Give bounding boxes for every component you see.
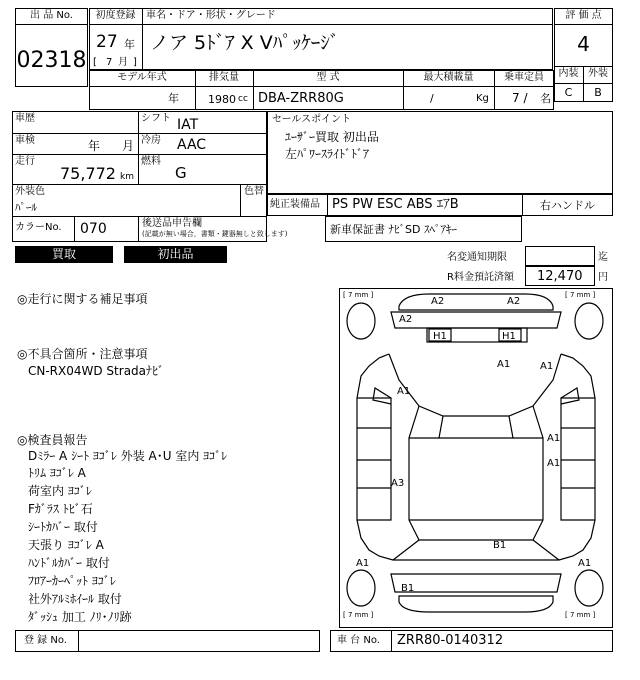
color-change-label: 色替 [244, 186, 264, 197]
inspector-item: ﾄﾘﾑ ﾖｺﾞﾚ A [28, 466, 86, 480]
chassis-label: 車 台 No. [337, 635, 380, 646]
tire-note-fr: [ 7 mm ] [565, 291, 596, 299]
capacity-unit: 名 [540, 92, 551, 105]
inspector-item: Fｶﾞﾗｽ ﾄﾋﾞ石 [28, 502, 93, 516]
exterior-grade: B [594, 86, 602, 99]
tire-note-rl: [ 7 mm ] [343, 611, 374, 619]
first-reg-bracket-close: ] [133, 57, 137, 68]
handle: 右ハンドル [540, 199, 595, 212]
shift-label: シフト [141, 113, 171, 124]
type-label: 型 式 [316, 72, 340, 83]
transfer-deadline-label: 名変通知期限 [447, 252, 507, 263]
damage-mark: A2 [507, 296, 521, 307]
fuel-label: 燃料 [141, 156, 161, 167]
recycle-unit: 円 [598, 272, 608, 283]
damage-mark: A1 [497, 359, 511, 370]
lot-number: 02318 [16, 48, 87, 73]
lot-label: 出 品 No. [30, 10, 73, 21]
displacement-label: 排気量 [209, 72, 239, 83]
fuel: G [175, 164, 187, 182]
color-no-label: カラーNo. [15, 222, 62, 233]
car-diagram [339, 288, 613, 628]
damage-mark: H1 [433, 331, 447, 342]
car-name-label: 車名・ドア・形状・グレード [146, 10, 276, 21]
inspection-label: 車検 [15, 135, 35, 146]
model-year-label: モデル年式 [117, 72, 167, 83]
shipping-note: (記載が無い場合，書類・鍵器無しと致します) [142, 230, 288, 238]
exterior-label: 外装 [588, 68, 608, 79]
displacement-unit: cc [238, 94, 248, 104]
purchase-tag: 買取 [15, 246, 113, 263]
defects-title: ◎不具合箇所・注意事項 [17, 347, 148, 361]
max-load-label: 最大積載量 [423, 72, 474, 83]
type-value: DBA-ZRR80G [258, 91, 344, 106]
inspector-item: Dﾐﾗｰ A ｼｰﾄ ﾖｺﾞﾚ 外装 A･U 室内 ﾖｺﾞﾚ [28, 449, 228, 463]
defect-item: CN-RX04WD Stradaﾅﾋﾞ [28, 364, 165, 378]
front-right-tire-icon [575, 303, 603, 339]
mileage-label: 走行 [15, 156, 35, 167]
max-load-unit: Kg [476, 93, 489, 104]
damage-mark: A2 [399, 314, 413, 325]
car-name: ノア 5ﾄﾞｱ X Vﾊﾟｯｹｰｼﾞ [150, 32, 340, 54]
damage-mark: H1 [502, 331, 516, 342]
damage-mark: A2 [431, 296, 445, 307]
interior-label: 内装 [558, 68, 579, 79]
damage-mark: A1 [540, 361, 554, 372]
first-reg-month: 7 [106, 57, 113, 68]
recycle-amount: 12,470 [537, 269, 583, 284]
exterior-color-label: 外装色 [15, 186, 45, 197]
sales-point-2: 左ﾊﾟﾜｰｽﾗｲﾄﾞﾄﾞｱ [285, 147, 370, 161]
chassis-no: ZRR80-0140312 [397, 633, 504, 648]
capacity: 7 / [512, 91, 528, 105]
inspector-item: ﾊﾝﾄﾞﾙｶﾊﾞｰ 取付 [28, 556, 110, 570]
transfer-deadline-unit: 迄 [598, 252, 608, 263]
sales-point-label: セールスポイント [272, 114, 352, 125]
exterior-color: ﾊﾟｰﾙ [15, 201, 37, 214]
inspector-item: ｼｰﾄｶﾊﾞｰ 取付 [28, 520, 98, 534]
inspector-item: 社外ｱﾙﾐﾎｲｰﾙ 取付 [28, 592, 122, 606]
first-reg-bracket-open: [ [93, 57, 97, 68]
damage-mark: B1 [493, 540, 507, 551]
equipment-label: 純正装備品 [270, 199, 320, 210]
damage-mark: A1 [547, 458, 561, 469]
first-listing-tag: 初出品 [124, 246, 227, 263]
warranty: 新車保証書 ﾅﾋﾞSD ｽﾍﾟｱｷｰ [330, 223, 457, 236]
displacement: 1980 [208, 93, 236, 106]
registration-label: 登 録 No. [24, 635, 67, 646]
sales-point-1: ﾕｰｻﾞｰ買取 初出品 [285, 130, 379, 144]
inspector-item: 荷室内 ﾖｺﾞﾚ [28, 484, 92, 498]
inspection-month: 月 [122, 139, 135, 153]
score-value: 4 [577, 32, 590, 56]
equipment: PS PW ESC ABS ｴｱB [332, 197, 459, 212]
shift: IAT [177, 117, 199, 133]
ac: AAC [177, 137, 207, 153]
history-label: 車歴 [15, 113, 35, 124]
transfer-deadline-box [525, 246, 595, 266]
score-label: 評 価 点 [565, 10, 602, 21]
rear-right-tire-icon [575, 570, 603, 606]
tire-note-rr: [ 7 mm ] [565, 611, 596, 619]
tire-note-fl: [ 7 mm ] [343, 291, 374, 299]
color-no: 070 [80, 221, 107, 237]
ac-label: 冷房 [141, 135, 161, 146]
first-reg-label: 初度登録 [95, 10, 136, 21]
front-left-tire-icon [347, 303, 375, 339]
inspector-report-title: ◎検査員報告 [17, 433, 88, 447]
inspector-item: ﾌﾛｱｰｶｰﾍﾟｯﾄ ﾖｺﾞﾚ [28, 574, 116, 588]
damage-mark: A1 [356, 558, 370, 569]
first-reg-year-unit: 年 [124, 38, 135, 51]
first-reg-year: 27 [96, 32, 118, 52]
shipping-label: 後送品申告欄 [142, 218, 202, 229]
mileage: 75,772 [60, 164, 116, 183]
inspection-year: 年 [88, 139, 101, 153]
damage-mark: A3 [391, 478, 405, 489]
first-reg-month-unit: 月 [118, 57, 128, 68]
inspector-item: 天張り ﾖｺﾞﾚ A [28, 538, 104, 552]
inspector-item: ﾀﾞｯｼｭ 加工 ﾉﾘ･ﾉﾘ跡 [28, 610, 132, 624]
driving-notes-title: ◎走行に関する補足事項 [17, 292, 148, 306]
damage-mark: B1 [401, 583, 415, 594]
max-load-slash: / [430, 92, 434, 105]
interior-grade: C [564, 86, 573, 99]
damage-mark: A1 [547, 433, 561, 444]
damage-mark: A1 [397, 386, 411, 397]
model-year-unit: 年 [168, 92, 179, 105]
recycle-label: R料金預託済額 [447, 272, 514, 283]
capacity-label: 乗車定員 [504, 72, 544, 83]
rear-left-tire-icon [347, 570, 375, 606]
damage-mark: A1 [578, 558, 592, 569]
mileage-unit: km [120, 172, 134, 182]
